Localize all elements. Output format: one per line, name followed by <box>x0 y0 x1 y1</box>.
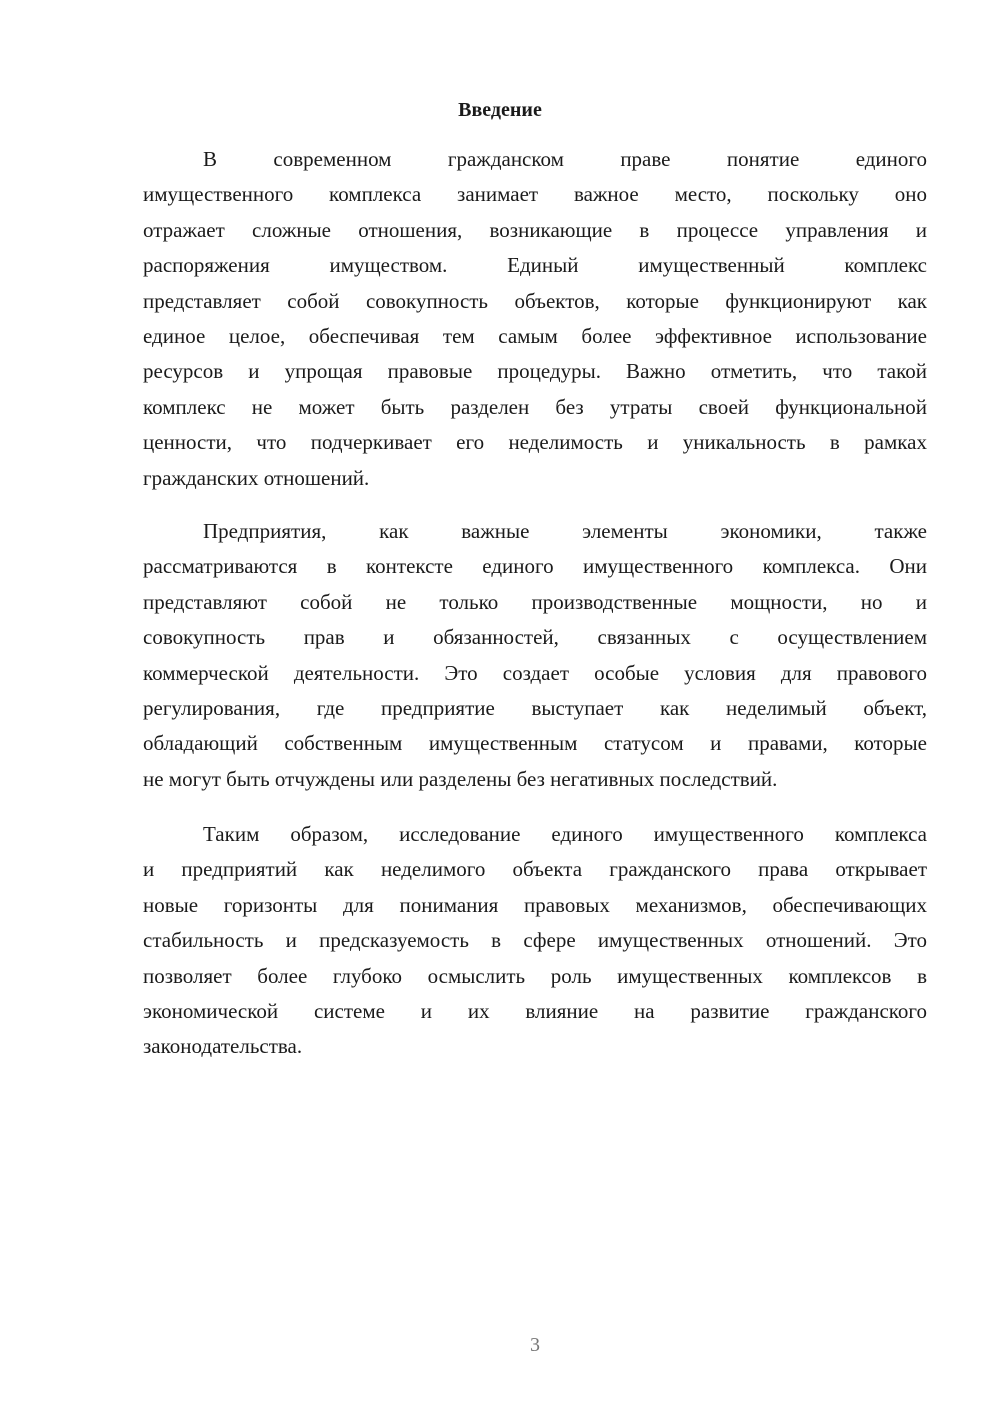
text-line: представляет собой совокупность объектов, которые функционируют как <box>143 288 927 313</box>
text-line: регулирования, где предприятие выступает как неделимый объект, <box>143 696 927 721</box>
text-line: комплекс не может быть разделен без утраты своей функциональной <box>143 394 927 419</box>
page-number: 3 <box>530 1334 540 1356</box>
text-line: отражает сложные отношения, возникающие в процессе управления и <box>143 217 927 242</box>
text-line: и предприятий как неделимого объекта гражданского права открывает <box>143 857 927 882</box>
text-line: имущественного комплекса занимает важное место, поскольку оно <box>143 182 927 207</box>
text-line: стабильность и предсказуемость в сфере имущественных отношений. Это <box>143 928 927 953</box>
text-line: Таким образом, исследование единого имущественного комплекса <box>203 822 927 846</box>
text-line: позволяет более глубоко осмыслить роль имущественных комплексов в <box>143 963 927 988</box>
text-line: Предприятия, как важные элементы экономики, также <box>203 519 927 543</box>
paragraph-1 <box>143 142 927 496</box>
text-line: единое целое, обеспечивая тем самым более эффективное использование <box>143 324 927 349</box>
text-line: представляют собой не только производственные мощности, но и <box>143 589 927 614</box>
text-line: В современном гражданском праве понятие единого <box>203 147 927 171</box>
paragraph-3 <box>143 817 927 1065</box>
text-line: ценности, что подчеркивает его неделимость и уникальность в рамках <box>143 430 927 455</box>
text-line: гражданских отношений. <box>143 465 370 490</box>
text-line: рассматриваются в контексте единого имущественного комплекса. Они <box>143 554 927 579</box>
section-title: Введение <box>458 99 542 121</box>
text-line: новые горизонты для понимания правовых механизмов, обеспечивающих <box>143 892 927 917</box>
text-line: не могут быть отчуждены или разделены без негативных последствий. <box>143 766 778 791</box>
text-line: коммерческой деятельности. Это создает особые условия для правового <box>143 660 927 685</box>
text-line: обладающий собственным имущественным статусом и правами, которые <box>143 731 927 756</box>
text-line: распоряжения имуществом. Единый имущественный комплекс <box>143 253 927 278</box>
text-line: совокупность прав и обязанностей, связанных с осуществлением <box>143 625 927 650</box>
paragraph-2 <box>143 514 927 797</box>
text-line: ресурсов и упрощая правовые процедуры. Важно отметить, что такой <box>143 359 927 384</box>
text-line: экономической системе и их влияние на развитие гражданского <box>143 999 927 1024</box>
text-line: законодательства. <box>143 1034 303 1059</box>
